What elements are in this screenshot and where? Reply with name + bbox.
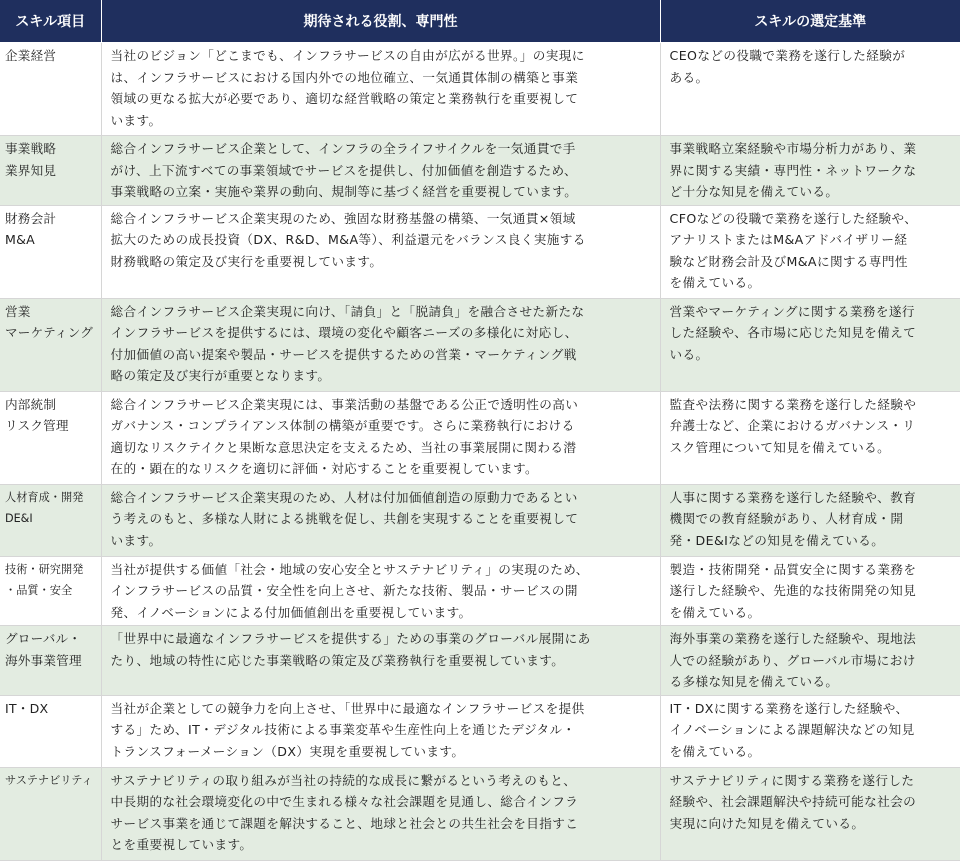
expected-role-cell [101,695,660,767]
role-text-line: ガバナンス・コンプライアンス体制の構築が重要です。さらに業務執行における [110,418,575,433]
role-text-line: 略の策定及び実行が重要となります。 [110,368,331,383]
item-text-line: 業界知見 [5,162,57,178]
skill-item-cell [0,626,101,696]
skill-item-cell [0,767,101,860]
role-text-line: 領域の更なる拡大が必要であり、適切な経営戦略の策定と業務執行を重要視して [110,91,579,106]
role-text-line: する」ため、IT・デジタル技術による事業変革や生産性向上を通じたデジタル・ [110,722,576,737]
criteria-text-line: CFOなどの役職で業務を遂行した経験や、 [669,210,918,226]
role-text-line: 財務戦略の策定及び実行を重要視しています。 [110,253,383,269]
table-row [0,484,960,556]
item-text-line: マーケティング [5,325,94,340]
item-text-line: グローバル・ [5,631,82,646]
selection-criteria-cell [660,298,960,391]
criteria-text-line: を備えている。 [669,743,761,759]
role-text-line: とを重要視しています。 [110,837,253,852]
criteria-text-line: 機関での教育経験があり、人材育成・開 [669,511,904,526]
selection-criteria-cell [660,43,960,136]
criteria-text-line: イノベーションによる課題解決などの知見 [669,722,915,737]
header-skill-item: スキル項目 [0,0,101,43]
role-text-line: たり、地域の特性に応じた事業戦略の策定及び業務執行を重要視しています。 [110,652,565,668]
role-text-line: トランスフォーメーション（DX）実現を重要視しています。 [110,743,465,759]
skill-item-cell [0,298,101,391]
expected-role-cell [101,626,660,696]
item-text-line: ・品質・安全 [5,584,73,597]
skill-item-cell [0,391,101,484]
role-text-line: がけ、上下流すべての事業領域でサービスを提供し、付加価値を創造するため、 [110,162,578,178]
criteria-text-line: 験など財務会計及びM&Aに関する専門性 [669,253,908,269]
role-text-line: は、インフラサービスにおける国内外での地位確立、一気通貫体制の構築と事業 [110,69,579,85]
table-row [0,556,960,626]
item-text-line: サステナビリティ [5,773,93,787]
item-text-line: M&A [5,232,35,247]
skill-item-cell [0,484,101,556]
criteria-text-line: を備えている。 [669,604,761,620]
item-text-line: 海外事業管理 [5,652,82,668]
item-text-line: DE&I [5,512,33,525]
criteria-text-line: スク管理について知見を備えている。 [669,439,891,455]
criteria-text-line: 人事に関する業務を遂行した経験や、教育 [669,489,917,505]
skill-item-cell [0,136,101,206]
role-text-line: 発、イノベーションによる付加価値創出を重要視しています。 [110,604,472,620]
role-text-line: います。 [110,532,162,548]
criteria-text-line: 海外事業の業務を遂行した経験や、現地法 [669,631,917,646]
table-row [0,205,960,298]
expected-role-cell [101,298,660,391]
item-text-line: 企業経営 [5,48,57,63]
role-text-line: インフラサービスの品質・安全性を向上させ、新たな技術、製品・サービスの開 [110,583,578,598]
expected-role-cell [101,556,660,626]
criteria-text-line: ある。 [669,69,709,85]
selection-criteria-cell [660,626,960,696]
role-text-line: 在的・顕在的なリスクを適切に評価・対応することを重要視しています。 [110,461,539,476]
item-text-line: リスク管理 [5,418,69,433]
role-text-line: インフラサービスを提供するには、環境の変化や顧客ニーズの多様化に対応し、 [110,325,578,340]
header-selection-criteria: スキルの選定基準 [660,0,960,43]
criteria-text-line: を備えている。 [669,275,761,290]
role-text-line: 付加価値の高い提案や製品・サービスを提供するための営業・マーケティング戦 [110,346,577,362]
role-text-line: サステナビリティの取り組みが当社の持続的な成長に繋がるという考えのもと、 [110,772,577,788]
criteria-text-line: アナリストまたはM&Aアドバイザリー経 [669,232,908,247]
expected-role-cell [101,767,660,860]
header-row [0,0,960,43]
criteria-text-line: 遂行した経験や、先進的な技術開発の知見 [669,583,917,598]
role-text-line: 当社が企業としての競争力を向上させ、「世界中に最適なインフラサービスを提供 [110,700,585,716]
criteria-text-line: ど十分な知見を備えている。 [669,184,839,199]
skill-item-cell [0,695,101,767]
table-body [0,43,960,861]
header-expected-role: 期待される役割、専門性 [101,0,660,43]
role-text-line: 当社が提供する価値「社会・地域の安心安全とサステナビリティ」の実現のため、 [110,561,589,577]
skill-item-cell [0,43,101,136]
selection-criteria-cell [660,484,960,556]
role-text-line: 総合インフラサービス企業実現に向け、「請負」と「脱請負」を融合させた新たな [110,303,585,319]
criteria-text-line: サステナビリティに関する業務を遂行した [669,772,915,788]
criteria-text-line: 人での経験があり、グローバル市場におけ [669,652,916,668]
criteria-text-line: した経験や、各市場に応じた知見を備えて [669,325,917,340]
table-row [0,391,960,484]
criteria-text-line: いる。 [669,346,709,362]
item-text-line: 人材育成・開発 [5,490,84,504]
item-text-line: 技術・研究開発 [5,562,84,576]
role-text-line: 事業戦略の立案・実施や業界の動向、規制等に基づく経営を重要視しています。 [110,184,578,199]
selection-criteria-cell [660,136,960,206]
selection-criteria-cell [660,391,960,484]
item-text-line: IT・DX [5,700,49,716]
expected-role-cell [101,391,660,484]
table-header [0,0,960,43]
selection-criteria-cell [660,556,960,626]
skill-item-cell [0,556,101,626]
role-text-line: 拡大のための成長投資（DX、R&D、M&A等）、利益還元をバランス良く実施する [110,232,586,247]
role-text-line: います。 [110,112,162,128]
item-text-line: 財務会計 [5,210,57,226]
expected-role-cell [101,136,660,206]
table-row [0,136,960,206]
expected-role-cell [101,43,660,136]
item-text-line: 内部統制 [5,396,57,412]
table-row [0,43,960,136]
skill-item-cell [0,205,101,298]
selection-criteria-cell [660,205,960,298]
role-text-line: 総合インフラサービス企業実現のため、強固な財務基盤の構築、一気通貫×領域 [110,210,576,226]
criteria-text-line: る多様な知見を備えている。 [669,674,839,689]
selection-criteria-cell [660,767,960,860]
role-text-line: 総合インフラサービス企業実現には、事業活動の基盤である公正で透明性の高い [110,396,579,412]
role-text-line: 総合インフラサービス企業実現のため、人材は付加価値創造の原動力であるとい [110,489,578,505]
table-row [0,626,960,696]
role-text-line: 当社のビジョン「どこまでも、インフラサービスの自由が広がる世界。」の実現に [110,48,585,63]
role-text-line: 中長期的な社会環境変化の中で生まれる様々な社会課題を見通し、総合インフラ [110,794,579,809]
expected-role-cell [101,205,660,298]
role-text-line: 「世界中に最適なインフラサービスを提供する」ための事業のグローバル展開にあ [110,631,591,646]
criteria-text-line: CEOなどの役職で業務を遂行した経験が [669,48,906,63]
item-text-line: 事業戦略 [5,141,57,156]
table-row [0,298,960,391]
table-row [0,695,960,767]
criteria-text-line: 弁護士など、企業におけるガバナンス・リ [669,418,916,433]
selection-criteria-cell [660,695,960,767]
criteria-text-line: 営業やマーケティングに関する業務を遂行 [669,303,915,319]
criteria-text-line: 経験や、社会課題解決や持続可能な社会の [669,794,917,809]
expected-role-cell [101,484,660,556]
role-text-line: 適切なリスクテイクと果断な意思決定を支えるため、当社の事業展開に関わる潜 [110,439,577,455]
criteria-text-line: 界に関する実績・専門性・ネットワークな [669,162,917,178]
role-text-line: 総合インフラサービス企業として、インフラの全ライフサイクルを一気通貫で手 [110,141,576,156]
criteria-text-line: 製造・技術開発・品質安全に関する業務を [669,561,917,577]
criteria-text-line: 監査や法務に関する業務を遂行した経験や [669,396,917,412]
criteria-text-line: 事業戦略立案経験や市場分析力があり、業 [669,141,917,156]
criteria-text-line: 実現に向けた知見を備えている。 [669,815,865,831]
item-text-line: 営業 [5,303,31,319]
table-row [0,767,960,860]
role-text-line: サービス事業を通じて課題を解決すること、地球と社会との共生社会を目指すこ [110,815,579,831]
role-text-line: う考えのもと、多様な人財による挑戦を促し、共創を実現することを重要視して [110,511,579,526]
criteria-text-line: IT・DXに関する業務を遂行した経験や、 [669,700,909,716]
criteria-text-line: 発・DE&Iなどの知見を備えている。 [669,532,885,548]
